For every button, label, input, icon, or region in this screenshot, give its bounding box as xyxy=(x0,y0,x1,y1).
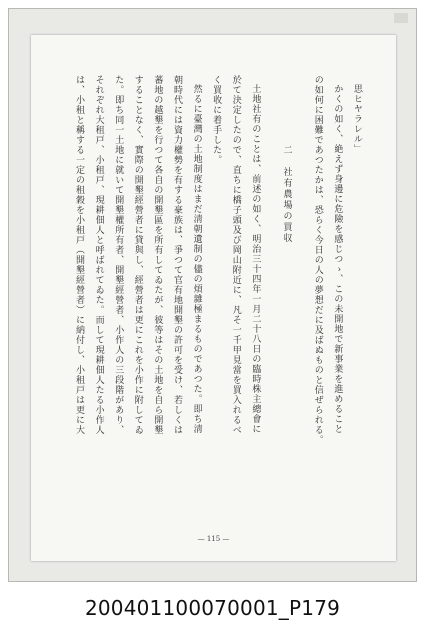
document-page xyxy=(31,35,396,561)
text-column: は、小租と稱する一定の租穀を小租戸（開墾經營者）に納付し、小租戸は更に大 xyxy=(74,75,84,435)
text-column: た。即ち同一土地に就いて開墾權所有者、開墾經營者、小作人の三段階があり、 xyxy=(113,75,124,435)
text-column: く買收に着手した。 xyxy=(211,75,222,165)
section-heading: 二 社有農場の買収 xyxy=(281,145,292,244)
text-column: 土地社有のことは、前述の如く、明治三十四年一月二十八日の臨時株主總會に xyxy=(250,84,261,434)
text-column: 然るに臺灣の土地制度はまだ淸朝遺制の儘の煩雜極まるものであつた。即ち淸 xyxy=(191,84,202,434)
text-column: それぞれ大租戸、小租戸、現耕佃人と呼ばれてゐた。而して現耕佃人たる小作人 xyxy=(93,75,104,435)
text-column: することなく、實際の開墾經營者に貸與し、經營者は更にこれを小作に附してゐ xyxy=(132,75,143,435)
text-column: かくの如く、絶えず身邊に危險を感じつゝ、この未開地で新事業を進めること xyxy=(332,84,343,434)
scan-corner-tab xyxy=(394,13,408,23)
scan-frame xyxy=(8,8,417,582)
text-column: 於て決定したので、直ちに橋子頭及び岡山附近に、凡そ一千甲見當を買入れるべ xyxy=(230,75,241,435)
page-number: — 115 — xyxy=(197,535,230,543)
image-caption: 200401100070001_P179 xyxy=(84,596,341,620)
text-column: 蕃地の越墾を行つて各自の開墾區を所有してゐたが、彼等はその土地を自ら開墾 xyxy=(152,75,163,435)
vertical-text-block xyxy=(71,75,361,515)
text-column: 思ヒヤラレル」 xyxy=(351,84,362,154)
text-column: の如何に困難であつたかは、恐らく今日の人の夢想だに及ばぬものと信ぜられる。 xyxy=(312,75,323,445)
text-column: 朝時代には資力權勢を有する豪族は、爭つて官有地開墾の許可を受け、若しくは xyxy=(171,75,182,435)
column-spacer xyxy=(298,75,302,515)
column-spacer xyxy=(267,75,271,515)
